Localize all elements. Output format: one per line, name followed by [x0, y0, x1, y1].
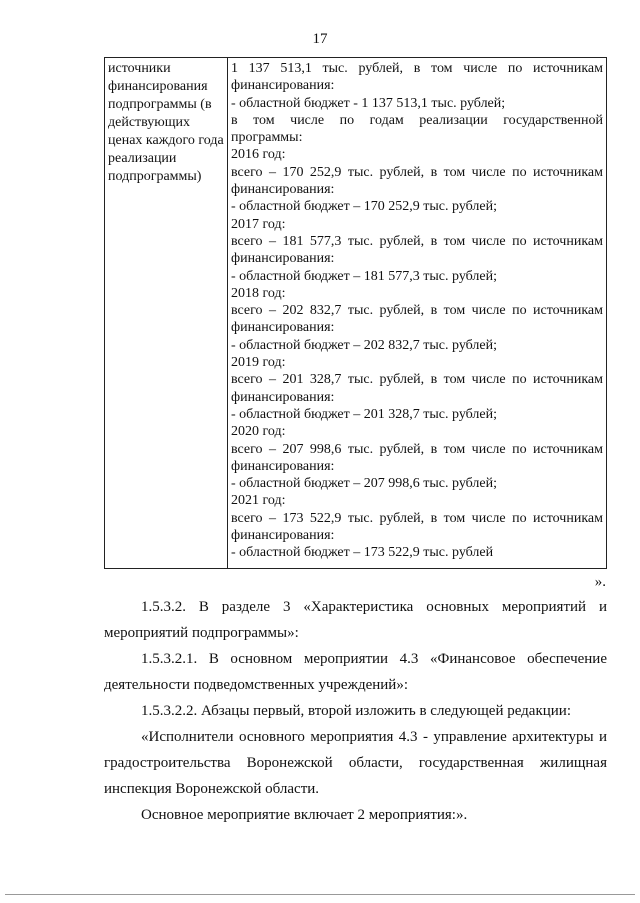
paragraph-1-5-3-2: 1.5.3.2. В разделе 3 «Характеристика основных мероприятий и мероприятий подпрограммы»: — [104, 599, 607, 641]
amount-line: финансирования: — [231, 458, 335, 474]
amount-line: - областной бюджет – 181 577,3 тыс. рублей; — [231, 268, 497, 284]
amount-line: - областной бюджет – 201 328,7 тыс. рублей; — [231, 406, 497, 422]
amount-line: - областной бюджет – 207 998,6 тыс. рублей; — [231, 476, 497, 492]
bottom-divider — [5, 894, 635, 895]
amount-line: 2016 год: — [231, 147, 286, 163]
amount-line: - областной бюджет – 170 252,9 тыс. рублей; — [231, 199, 497, 215]
table-row — [105, 58, 607, 569]
amount-line: всего – 201 328,7 тыс. рублей, в том числе по источникам — [231, 372, 603, 388]
closing-quote: ». — [594, 574, 606, 590]
amount-line: 2021 год: — [231, 493, 286, 509]
amount-line: - областной бюджет - 1 137 513,1 тыс. рублей; — [231, 95, 506, 111]
amount-line: финансирования: — [231, 251, 335, 267]
amount-line: всего – 173 522,9 тыс. рублей, в том числе по источникам — [231, 510, 603, 526]
amount-line: всего – 202 832,7 тыс. рублей, в том числе по источникам — [231, 303, 603, 319]
amount-line: 2019 год: — [231, 355, 286, 371]
financing-label-cell — [105, 58, 228, 569]
financing-table — [104, 57, 607, 569]
amount-line: финансирования: — [231, 389, 335, 405]
paragraph-activities: Основное мероприятие включает 2 мероприятия:». — [141, 807, 468, 823]
amount-line: 2020 год: — [231, 424, 286, 440]
amount-line: - областной бюджет – 173 522,9 тыс. рублей — [231, 545, 494, 561]
amount-line: 2018 год: — [231, 285, 286, 301]
paragraph-1-5-3-2-2: 1.5.3.2.2. Абзацы первый, второй изложить в следующей редакции: — [141, 703, 572, 719]
amount-line: финансирования: — [231, 528, 335, 544]
amount-line: финансирования: — [231, 320, 335, 336]
amount-line: всего – 170 252,9 тыс. рублей, в том числе по источникам — [231, 164, 603, 180]
amount-line: программы: — [231, 130, 303, 146]
amount-line: финансирования: — [231, 78, 335, 94]
financing-amounts-cell — [228, 58, 607, 569]
amount-line: всего – 207 998,6 тыс. рублей, в том числе по источникам — [231, 441, 603, 457]
amount-line: в том числе по годам реализации государственной — [231, 112, 603, 128]
amount-line: - областной бюджет – 202 832,7 тыс. рублей; — [231, 337, 497, 353]
paragraph-executors: «Исполнители основного мероприятия 4.3 - управление архитектуры и градостроительства Воронежской области, государственная жилищная инспекция Воронежской области. — [104, 729, 607, 797]
amount-line: финансирования: — [231, 182, 335, 198]
amount-line: 2017 год: — [231, 216, 286, 232]
amount-line: 1 137 513,1 тыс. рублей, в том числе по источникам — [231, 61, 603, 76]
financing-label: источники финансирования подпрограммы (в действующих ценах каждого года реализации подпрограммы) — [108, 61, 224, 184]
amount-line: всего – 181 577,3 тыс. рублей, в том числе по источникам — [231, 233, 603, 249]
paragraph-1-5-3-2-1: 1.5.3.2.1. В основном мероприятии 4.3 «Финансовое обеспечение деятельности подведомственных учреждений»: — [104, 651, 607, 693]
financing-amounts — [231, 60, 603, 562]
page-number: 17 — [312, 31, 328, 47]
